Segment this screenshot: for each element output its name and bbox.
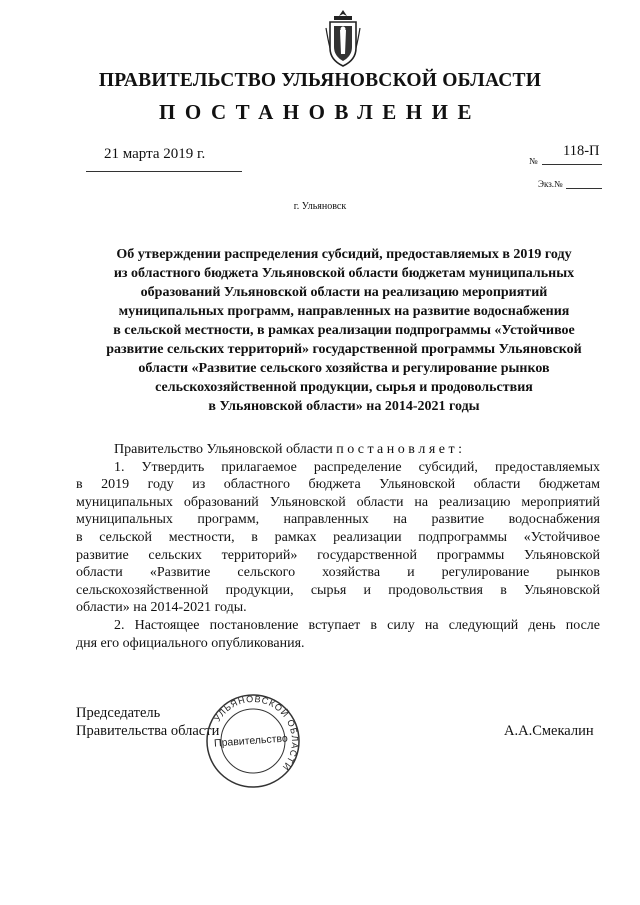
body-line: в 2019 году из областного бюджета Ульяновской области бюджетам: [76, 477, 600, 493]
signatory-position: [76, 705, 219, 741]
body-line: 1. Утвердить прилагаемое распределение субсидий, предоставляемых: [114, 459, 600, 475]
organization-title: ПРАВИТЕЛЬСТВО УЛЬЯНОВСКОЙ ОБЛАСТИ: [98, 70, 542, 91]
heading-line: муниципальных программ, направленных на развитие водоснабжения: [118, 304, 570, 319]
signatory-name: А.А.Смекалин: [504, 723, 594, 739]
heading-line: развитие сельских территорий» государственной программы Ульяновской: [106, 342, 582, 357]
body-line: в сельской местности, в рамках реализации подпрограммы «Устойчивое: [76, 529, 600, 545]
heading-line: в Ульяновской области» на 2014-2021 годы: [208, 399, 480, 414]
document-heading: [80, 245, 608, 416]
document-number: 118-П: [563, 143, 600, 159]
copy-number-underline: [566, 188, 602, 189]
coat-of-arms-icon: [324, 8, 362, 68]
document-date: 21 марта 2019 г.: [104, 146, 206, 162]
heading-line: образований Ульяновской области на реализацию мероприятий: [140, 285, 548, 300]
heading-line: области «Развитие сельского хозяйства и регулирование рынков: [138, 361, 550, 376]
item-1-paragraph: [76, 459, 600, 617]
seal-ring-text: УЛЬЯНОВСКОЙ ОБЛАСТИ: [212, 693, 301, 773]
heading-line: Об утверждении распределения субсидий, предоставляемых в 2019 году: [116, 247, 572, 262]
body-line: муниципальных образований Ульяновской области на реализацию мероприятий: [76, 494, 600, 510]
city: г. Ульяновск: [293, 201, 347, 212]
body-line: 2. Настоящее постановление вступает в силу на следующий день после: [114, 617, 600, 633]
heading-line: сельскохозяйственной продукции, сырья и продовольствия: [155, 380, 533, 395]
body-line: Правительство Ульяновской области п о с т а н о в л я е т :: [114, 442, 463, 457]
body-line: области» на 2014-2021 годы.: [76, 600, 247, 616]
body-line: области «Развитие сельского хозяйства и регулирование рынков: [76, 565, 600, 581]
copy-number-label: Экз.№: [538, 179, 563, 189]
heading-line: из областного бюджета Ульяновской области бюджетам муниципальных: [113, 266, 575, 281]
body-line: муниципальных программ, направленных на развитие водоснабжения: [76, 512, 600, 528]
item-2-paragraph: [76, 617, 600, 652]
number-label: №: [529, 156, 538, 166]
seal-center-text: Правительство: [213, 732, 289, 750]
body-line: дня его официального опубликования.: [76, 635, 305, 651]
document-body: [76, 441, 600, 652]
date-underline: [86, 171, 242, 172]
intro-paragraph: [76, 441, 600, 459]
body-line: развитие сельских территорий» государственной программы Ульяновской: [76, 547, 600, 563]
heading-line: в сельской местности, в рамках реализации подпрограммы «Устойчивое: [113, 323, 575, 338]
document-type: ПОСТАНОВЛЕНИЕ: [159, 100, 481, 124]
signatory-position-line: Правительства области: [76, 722, 220, 739]
body-line: сельскохозяйственной продукции, сырья и продовольствия в Ульяновской: [76, 582, 600, 598]
signatory-position-line: Председатель: [76, 705, 161, 721]
number-underline: [542, 164, 602, 165]
